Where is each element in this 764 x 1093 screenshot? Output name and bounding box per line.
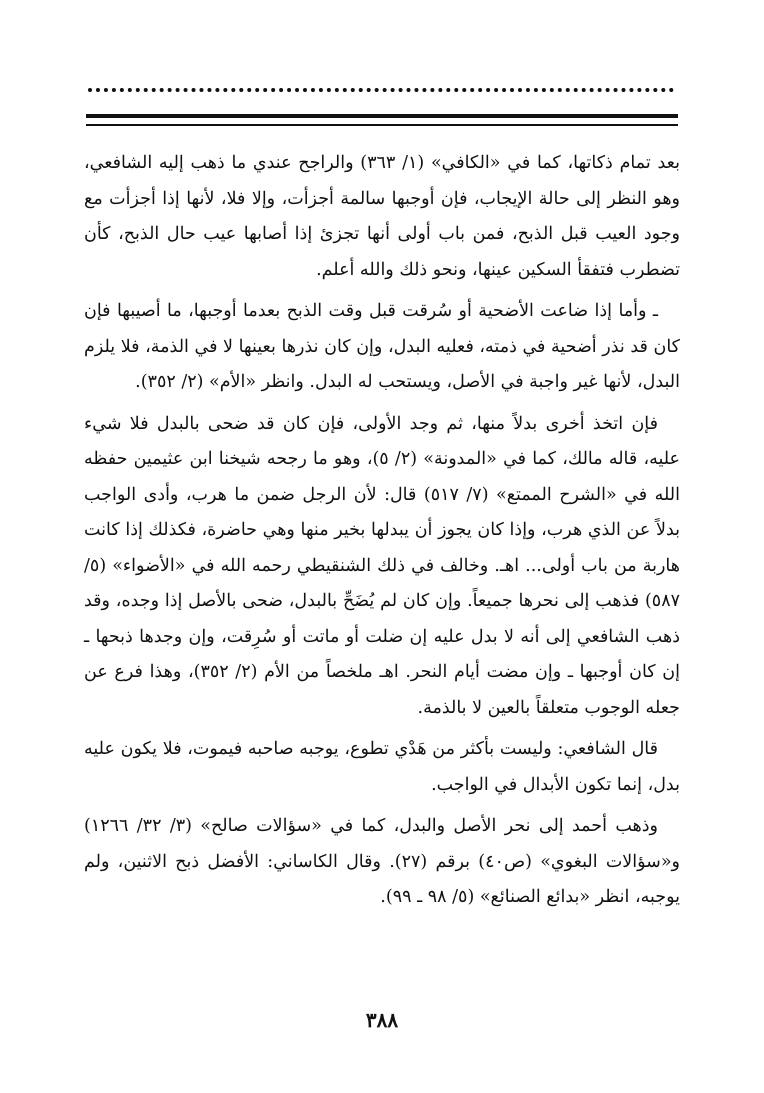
paragraph-3: فإن اتخذ أخرى بدلاً منها، ثم وجد الأولى، فإن كان قد ضحى بالبدل فلا شيء عليه، قاله مالك، كما في «المدونة» (٢/ ٥)، وهو ما رجحه شيخنا ابن عثيمين حفظه الله في «الشرح الممتع» (٧/ ٥١٧) قال: لأن الرجل ضمن ما هرب، وأدى الواجب بدلاً عن الذي هرب، وإذا كان يجوز أن يبدلها بخير منها وهي حاضرة، فكذلك إذا كانت هاربة من باب أولى... اهـ. وخالف في ذلك الشنقيطي رحمه الله في «الأضواء» (٥/ ٥٨٧) فذهب إلى نحرها جميعاً. وإن كان لم يُضَحِّ بالبدل، ضحى بالأصل إذا وجده، وقد ذهب الشافعي إلى أنه لا بدل عليه إن ضلت أو ماتت أو سُرِقت، وإن وجدها ذبحها ـ إن كان أوجبها ـ وإن مضت أيام النحر. اهـ ملخصاً من الأم (٢/ ٣٥٢)، وهذا فرع عن جعله الوجوب متعلقاً بالعين لا بالذمة.: [84, 413, 680, 718]
page-body: [84, 146, 680, 922]
header-thick-rule: [86, 114, 678, 118]
paragraph-5: وذهب أحمد إلى نحر الأصل والبدل، كما في «سؤالات صالح» (٣/ ٣٢/ ١٢٦٦) و«سؤالات البغوي» (ص٤٠) برقم (٢٧). وقال الكاساني: الأفضل ذبح الاثنين، ولم يوجبه، انظر «بدائع الصنائع» (٥/ ٩٨ ـ ٩٩).: [84, 816, 680, 907]
paragraph-2: ـ وأما إذا ضاعت الأضحية أو سُرقت قبل وقت الذبح بعدما أوجبها، ما أصيبها فإن كان قد نذر أضحية في ذمته، فعليه البدل، وإن كان نذرها بعينها لا في الذمة، فلا يلزم البدل، لأنها غير واجبة في الأصل، ويستحب له البدل. وانظر «الأم» (٢/ ٣٥٢).: [84, 301, 680, 392]
paragraph-1: بعد تمام ذكاتها، كما في «الكافي» (١/ ٣٦٣) والراجح عندي ما ذهب إليه الشافعي، وهو النظر إلى حالة الإيجاب، فإن أوجبها سالمة أجزأت، وإلا فلا، لأنها إذا أجزأت مع وجود العيب قبل الذبح، فمن باب أولى أنها تجزئ إذا أصابها عيب حال الذبح، كأن تضطرب فتفقأ السكين عينها، ونحو ذلك والله أعلم.: [84, 153, 680, 280]
header-thin-rule: [86, 124, 678, 126]
page-number: ٣٨٨: [365, 1008, 399, 1032]
paragraph-4: قال الشافعي: وليست بأكثر من هَدْي تطوع، يوجبه صاحبه فيموت، فلا يكون عليه بدل، إنما تكون الأبدال في الواجب.: [84, 739, 680, 795]
header-dotted-line: [88, 88, 674, 92]
